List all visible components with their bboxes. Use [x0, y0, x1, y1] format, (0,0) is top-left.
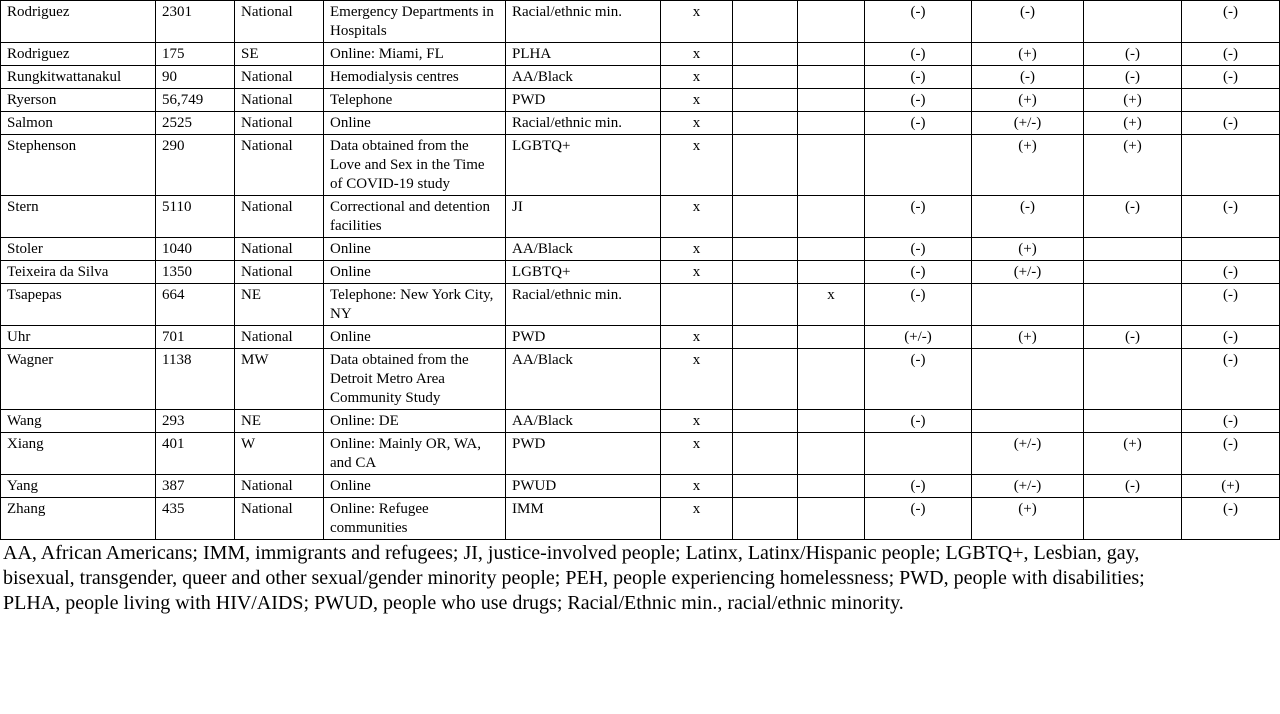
mark-b-cell — [733, 410, 798, 433]
mark-a-cell: x — [661, 238, 733, 261]
outcome-2-cell — [972, 284, 1084, 326]
outcome-2-cell: (+/-) — [972, 475, 1084, 498]
mark-a-cell: x — [661, 433, 733, 475]
table-row — [1, 410, 1280, 433]
outcome-4-cell: (-) — [1182, 433, 1280, 475]
setting-cell: Online: Miami, FL — [324, 43, 506, 66]
mark-a-cell: x — [661, 349, 733, 410]
outcome-4-cell: (-) — [1182, 112, 1280, 135]
outcome-4-cell: (-) — [1182, 66, 1280, 89]
outcome-1-cell: (-) — [865, 261, 972, 284]
mark-b-cell — [733, 89, 798, 112]
outcome-4-cell: (-) — [1182, 43, 1280, 66]
mark-c-cell — [798, 66, 865, 89]
outcome-2-cell: (+/-) — [972, 433, 1084, 475]
mark-a-cell: x — [661, 196, 733, 238]
outcome-4-cell: (+) — [1182, 475, 1280, 498]
setting-cell: Data obtained from the Detroit Metro Area Community Study — [324, 349, 506, 410]
sample-size-cell: 664 — [156, 284, 235, 326]
population-cell: AA/Black — [506, 238, 661, 261]
mark-c-cell — [798, 238, 865, 261]
outcome-1-cell: (-) — [865, 349, 972, 410]
outcome-3-cell: (+) — [1084, 89, 1182, 112]
mark-a-cell: x — [661, 112, 733, 135]
outcome-1-cell: (-) — [865, 1, 972, 43]
region-cell: W — [235, 433, 324, 475]
setting-cell: Data obtained from the Love and Sex in the Time of COVID-19 study — [324, 135, 506, 196]
author-cell: Tsapepas — [1, 284, 156, 326]
mark-b-cell — [733, 43, 798, 66]
sample-size-cell: 175 — [156, 43, 235, 66]
outcome-3-cell — [1084, 410, 1182, 433]
region-cell: NE — [235, 284, 324, 326]
mark-c-cell — [798, 410, 865, 433]
author-cell: Rodriguez — [1, 43, 156, 66]
outcome-3-cell: (+) — [1084, 433, 1182, 475]
outcome-4-cell: (-) — [1182, 498, 1280, 540]
mark-c-cell — [798, 498, 865, 540]
mark-c-cell — [798, 261, 865, 284]
sample-size-cell: 293 — [156, 410, 235, 433]
outcome-2-cell — [972, 349, 1084, 410]
region-cell: National — [235, 261, 324, 284]
mark-a-cell: x — [661, 1, 733, 43]
outcome-4-cell — [1182, 89, 1280, 112]
setting-cell: Telephone: New York City, NY — [324, 284, 506, 326]
outcome-2-cell: (+) — [972, 89, 1084, 112]
sample-size-cell: 56,749 — [156, 89, 235, 112]
outcome-2-cell: (-) — [972, 196, 1084, 238]
table-body — [1, 1, 1280, 540]
table-row — [1, 43, 1280, 66]
mark-a-cell: x — [661, 135, 733, 196]
table-row — [1, 238, 1280, 261]
mark-b-cell — [733, 112, 798, 135]
mark-b-cell — [733, 238, 798, 261]
table-footnote: AA, African Americans; IMM, immigrants and refugees; JI, justice-involved people; Latinx, Latinx/Hispanic people; LGBTQ+, Lesbian, gay, bisexual, transgender, queer and other sexual/gender minority people; PEH, people experiencing homelessness; PWD, people with disabilities; PLHA, people living with HIV/AIDS; PWUD, people who use drugs; Racial/Ethnic min., racial/ethnic minority. — [3, 542, 1145, 614]
population-cell: Racial/ethnic min. — [506, 284, 661, 326]
region-cell: NE — [235, 410, 324, 433]
table-row — [1, 475, 1280, 498]
population-cell: JI — [506, 196, 661, 238]
setting-cell: Emergency Departments in Hospitals — [324, 1, 506, 43]
mark-a-cell: x — [661, 410, 733, 433]
region-cell: National — [235, 135, 324, 196]
mark-a-cell — [661, 284, 733, 326]
sample-size-cell: 290 — [156, 135, 235, 196]
mark-a-cell: x — [661, 475, 733, 498]
region-cell: National — [235, 196, 324, 238]
author-cell: Zhang — [1, 498, 156, 540]
table-row — [1, 284, 1280, 326]
mark-c-cell — [798, 1, 865, 43]
population-cell: LGBTQ+ — [506, 135, 661, 196]
population-cell: PWD — [506, 326, 661, 349]
outcome-1-cell: (-) — [865, 196, 972, 238]
outcome-3-cell — [1084, 284, 1182, 326]
outcome-1-cell: (-) — [865, 89, 972, 112]
population-cell: AA/Black — [506, 410, 661, 433]
sample-size-cell: 387 — [156, 475, 235, 498]
outcome-4-cell: (-) — [1182, 261, 1280, 284]
mark-c-cell — [798, 475, 865, 498]
region-cell: National — [235, 112, 324, 135]
outcome-3-cell: (+) — [1084, 112, 1182, 135]
outcome-4-cell: (-) — [1182, 410, 1280, 433]
outcome-1-cell — [865, 135, 972, 196]
sample-size-cell: 1138 — [156, 349, 235, 410]
outcome-1-cell: (-) — [865, 238, 972, 261]
mark-b-cell — [733, 498, 798, 540]
mark-c-cell — [798, 135, 865, 196]
mark-c-cell — [798, 112, 865, 135]
population-cell: IMM — [506, 498, 661, 540]
mark-b-cell — [733, 135, 798, 196]
outcome-1-cell: (+/-) — [865, 326, 972, 349]
setting-cell: Online — [324, 475, 506, 498]
population-cell: Racial/ethnic min. — [506, 112, 661, 135]
mark-b-cell — [733, 284, 798, 326]
population-cell: PWD — [506, 433, 661, 475]
outcome-2-cell: (-) — [972, 1, 1084, 43]
outcome-4-cell: (-) — [1182, 1, 1280, 43]
mark-a-cell: x — [661, 261, 733, 284]
table-row — [1, 135, 1280, 196]
outcome-3-cell — [1084, 498, 1182, 540]
region-cell: National — [235, 1, 324, 43]
table-row — [1, 498, 1280, 540]
region-cell: National — [235, 498, 324, 540]
outcome-2-cell: (+/-) — [972, 112, 1084, 135]
mark-b-cell — [733, 349, 798, 410]
table-row — [1, 433, 1280, 475]
outcome-1-cell: (-) — [865, 112, 972, 135]
outcome-1-cell: (-) — [865, 66, 972, 89]
region-cell: National — [235, 66, 324, 89]
mark-c-cell — [798, 349, 865, 410]
outcome-3-cell: (+) — [1084, 135, 1182, 196]
outcome-1-cell: (-) — [865, 43, 972, 66]
outcome-4-cell — [1182, 135, 1280, 196]
mark-b-cell — [733, 475, 798, 498]
region-cell: National — [235, 326, 324, 349]
mark-c-cell — [798, 196, 865, 238]
author-cell: Stoler — [1, 238, 156, 261]
outcome-2-cell: (+) — [972, 498, 1084, 540]
author-cell: Xiang — [1, 433, 156, 475]
author-cell: Yang — [1, 475, 156, 498]
outcome-1-cell: (-) — [865, 410, 972, 433]
outcome-2-cell: (-) — [972, 66, 1084, 89]
outcome-2-cell — [972, 410, 1084, 433]
table-row — [1, 326, 1280, 349]
region-cell: National — [235, 238, 324, 261]
outcome-2-cell: (+) — [972, 135, 1084, 196]
table-row — [1, 261, 1280, 284]
outcome-1-cell: (-) — [865, 284, 972, 326]
population-cell: AA/Black — [506, 349, 661, 410]
outcome-4-cell — [1182, 238, 1280, 261]
author-cell: Ryerson — [1, 89, 156, 112]
table-row — [1, 349, 1280, 410]
table-row — [1, 196, 1280, 238]
outcome-2-cell: (+) — [972, 43, 1084, 66]
author-cell: Wagner — [1, 349, 156, 410]
mark-c-cell — [798, 433, 865, 475]
outcome-1-cell: (-) — [865, 475, 972, 498]
population-cell: LGBTQ+ — [506, 261, 661, 284]
mark-b-cell — [733, 1, 798, 43]
table-row — [1, 1, 1280, 43]
outcome-1-cell: (-) — [865, 498, 972, 540]
author-cell: Rodriguez — [1, 1, 156, 43]
setting-cell: Online — [324, 112, 506, 135]
mark-a-cell: x — [661, 43, 733, 66]
sample-size-cell: 401 — [156, 433, 235, 475]
setting-cell: Online — [324, 261, 506, 284]
author-cell: Stern — [1, 196, 156, 238]
outcome-3-cell: (-) — [1084, 66, 1182, 89]
mark-c-cell — [798, 43, 865, 66]
mark-a-cell: x — [661, 89, 733, 112]
region-cell: National — [235, 475, 324, 498]
mark-a-cell: x — [661, 326, 733, 349]
table-row — [1, 66, 1280, 89]
mark-b-cell — [733, 196, 798, 238]
sample-size-cell: 90 — [156, 66, 235, 89]
outcome-2-cell: (+) — [972, 238, 1084, 261]
sample-size-cell: 2301 — [156, 1, 235, 43]
author-cell: Rungkitwattanakul — [1, 66, 156, 89]
region-cell: SE — [235, 43, 324, 66]
mark-c-cell: x — [798, 284, 865, 326]
author-cell: Uhr — [1, 326, 156, 349]
mark-b-cell — [733, 433, 798, 475]
author-cell: Wang — [1, 410, 156, 433]
sample-size-cell: 1040 — [156, 238, 235, 261]
population-cell: PWD — [506, 89, 661, 112]
author-cell: Stephenson — [1, 135, 156, 196]
outcome-3-cell: (-) — [1084, 43, 1182, 66]
outcome-2-cell: (+/-) — [972, 261, 1084, 284]
author-cell: Salmon — [1, 112, 156, 135]
outcome-3-cell: (-) — [1084, 196, 1182, 238]
outcome-1-cell — [865, 433, 972, 475]
setting-cell: Online — [324, 238, 506, 261]
author-cell: Teixeira da Silva — [1, 261, 156, 284]
setting-cell: Online: Refugee communities — [324, 498, 506, 540]
outcome-2-cell: (+) — [972, 326, 1084, 349]
mark-a-cell: x — [661, 498, 733, 540]
population-cell: PLHA — [506, 43, 661, 66]
outcome-3-cell — [1084, 1, 1182, 43]
outcome-3-cell: (-) — [1084, 326, 1182, 349]
outcome-4-cell: (-) — [1182, 349, 1280, 410]
outcome-4-cell: (-) — [1182, 284, 1280, 326]
mark-b-cell — [733, 261, 798, 284]
population-cell: PWUD — [506, 475, 661, 498]
setting-cell: Online: DE — [324, 410, 506, 433]
table-row — [1, 89, 1280, 112]
setting-cell: Online — [324, 326, 506, 349]
outcome-3-cell — [1084, 238, 1182, 261]
population-cell: Racial/ethnic min. — [506, 1, 661, 43]
sample-size-cell: 2525 — [156, 112, 235, 135]
outcome-4-cell: (-) — [1182, 196, 1280, 238]
mark-b-cell — [733, 66, 798, 89]
mark-b-cell — [733, 326, 798, 349]
setting-cell: Online: Mainly OR, WA, and CA — [324, 433, 506, 475]
setting-cell: Correctional and detention facilities — [324, 196, 506, 238]
outcome-3-cell: (-) — [1084, 475, 1182, 498]
sample-size-cell: 701 — [156, 326, 235, 349]
sample-size-cell: 5110 — [156, 196, 235, 238]
outcome-3-cell — [1084, 349, 1182, 410]
table-row — [1, 112, 1280, 135]
sample-size-cell: 1350 — [156, 261, 235, 284]
region-cell: MW — [235, 349, 324, 410]
mark-c-cell — [798, 326, 865, 349]
mark-c-cell — [798, 89, 865, 112]
outcome-3-cell — [1084, 261, 1182, 284]
region-cell: National — [235, 89, 324, 112]
population-cell: AA/Black — [506, 66, 661, 89]
mark-a-cell: x — [661, 66, 733, 89]
setting-cell: Hemodialysis centres — [324, 66, 506, 89]
outcome-4-cell: (-) — [1182, 326, 1280, 349]
sample-size-cell: 435 — [156, 498, 235, 540]
setting-cell: Telephone — [324, 89, 506, 112]
